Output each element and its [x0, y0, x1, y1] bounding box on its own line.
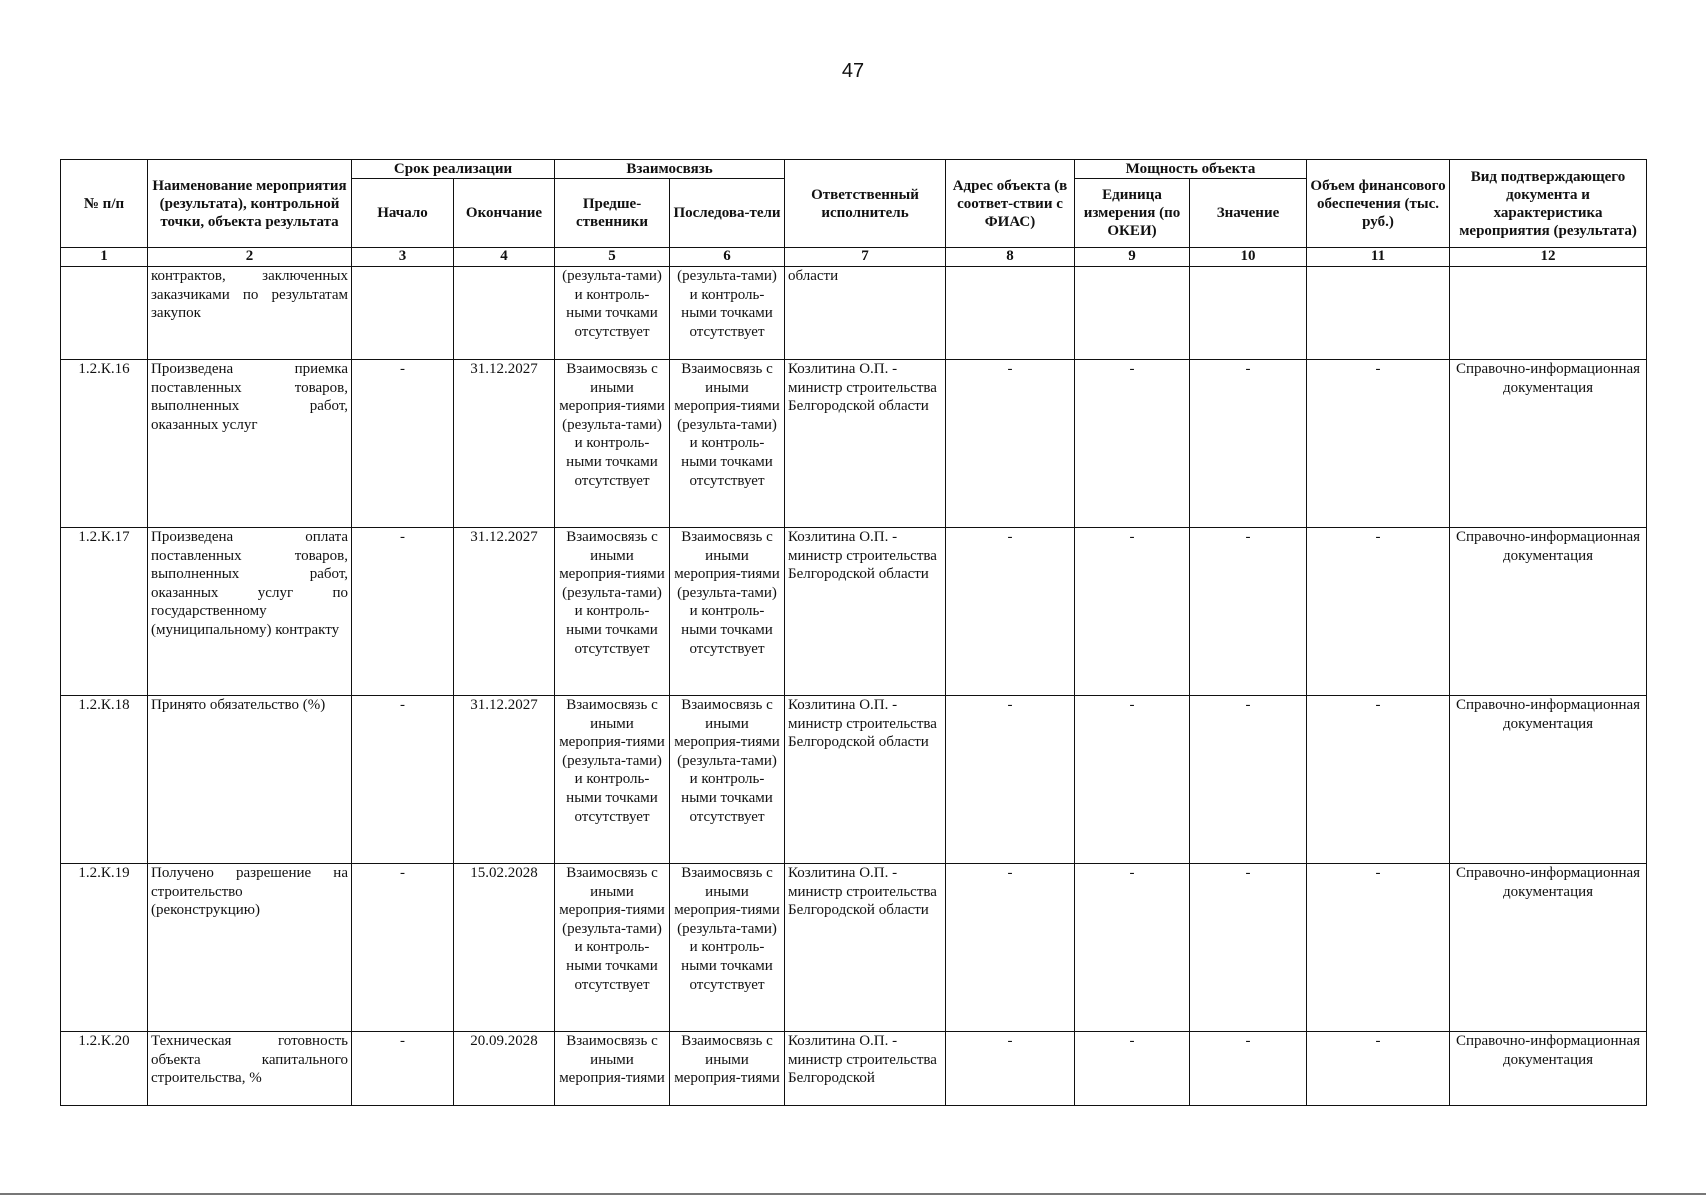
cell-unit: -: [1075, 864, 1190, 1032]
header-link-group: Взаимосвязь: [555, 160, 785, 179]
cell-name: Получено разрешение на строительство (реконструкцию): [148, 864, 352, 1032]
cell-value: -: [1190, 528, 1307, 696]
header-term-start: Начало: [352, 179, 454, 248]
column-number: 4: [454, 248, 555, 267]
cell-address: -: [946, 864, 1075, 1032]
cell-doc: Справочно-информационная документация: [1450, 528, 1647, 696]
cell-doc: Справочно-информационная документация: [1450, 360, 1647, 528]
cell-predecessors: Взаимосвязь с иными мероприя-тиями (результа-тами) и контроль-ными точками отсутствует: [555, 696, 670, 864]
cell-unit: -: [1075, 696, 1190, 864]
cell-finance: -: [1307, 528, 1450, 696]
cell-start: -: [352, 360, 454, 528]
events-table: [60, 159, 1647, 1106]
column-number: 11: [1307, 248, 1450, 267]
header-address: Адрес объекта (в соответ-ствии с ФИАС): [946, 160, 1075, 248]
header-doc: Вид подтверждающего документа и характеристика мероприятия (результата): [1450, 160, 1647, 248]
cell-end: 31.12.2027: [454, 528, 555, 696]
cell-doc: [1450, 267, 1647, 360]
cell-num: [61, 267, 148, 360]
header-capacity-value: Значение: [1190, 179, 1307, 248]
cell-name: Произведена приемка поставленных товаров, выполненных работ, оказанных услуг: [148, 360, 352, 528]
cell-doc: Справочно-информационная документация: [1450, 696, 1647, 864]
cell-start: -: [352, 1032, 454, 1106]
cell-successors: Взаимосвязь с иными мероприя-тиями (результа-тами) и контроль-ными точками отсутствует: [670, 864, 785, 1032]
column-number: 5: [555, 248, 670, 267]
table-row: [61, 696, 1647, 864]
cell-predecessors: Взаимосвязь с иными мероприя-тиями (результа-тами) и контроль-ными точками отсутствует: [555, 528, 670, 696]
column-number: 3: [352, 248, 454, 267]
column-number: 9: [1075, 248, 1190, 267]
header-finance: Объем финансового обеспечения (тыс. руб.): [1307, 160, 1450, 248]
cell-address: [946, 267, 1075, 360]
cell-doc: Справочно-информационная документация: [1450, 864, 1647, 1032]
cell-value: -: [1190, 360, 1307, 528]
table-row: [61, 1032, 1647, 1106]
cell-successors: Взаимосвязь с иными мероприя-тиями: [670, 1032, 785, 1106]
column-number: 10: [1190, 248, 1307, 267]
header-term-group: Срок реализации: [352, 160, 555, 179]
cell-responsible: Козлитина О.П. - министр строительства Белгородской области: [785, 696, 946, 864]
cell-responsible: Козлитина О.П. - министр строительства Белгородской области: [785, 864, 946, 1032]
cell-name: Произведена оплата поставленных товаров, выполненных работ, оказанных услуг по государственному (муниципальному) контракту: [148, 528, 352, 696]
cell-finance: -: [1307, 360, 1450, 528]
cell-num: 1.2.К.18: [61, 696, 148, 864]
cell-address: -: [946, 528, 1075, 696]
header-name: Наименование мероприятия (результата), контрольной точки, объекта результата: [148, 160, 352, 248]
header-num: № п/п: [61, 160, 148, 248]
cell-responsible: Козлитина О.П. - министр строительства Белгородской области: [785, 528, 946, 696]
cell-doc: Справочно-информационная документация: [1450, 1032, 1647, 1106]
cell-start: -: [352, 696, 454, 864]
header-link-pred: Предше-ственники: [555, 179, 670, 248]
cell-value: [1190, 267, 1307, 360]
cell-start: -: [352, 864, 454, 1032]
cell-value: -: [1190, 864, 1307, 1032]
header-capacity-group: Мощность объекта: [1075, 160, 1307, 179]
cell-unit: [1075, 267, 1190, 360]
header-responsible: Ответственный исполнитель: [785, 160, 946, 248]
cell-name: контрактов, заключенных заказчиками по результатам закупок: [148, 267, 352, 360]
table-row-continuation: [61, 267, 1647, 360]
cell-end: 15.02.2028: [454, 864, 555, 1032]
cell-unit: -: [1075, 1032, 1190, 1106]
cell-name: Принято обязательство (%): [148, 696, 352, 864]
cell-end: 31.12.2027: [454, 696, 555, 864]
cell-finance: -: [1307, 696, 1450, 864]
cell-successors: Взаимосвязь с иными мероприя-тиями (результа-тами) и контроль-ными точками отсутствует: [670, 360, 785, 528]
column-number: 6: [670, 248, 785, 267]
cell-successors: Взаимосвязь с иными мероприя-тиями (результа-тами) и контроль-ными точками отсутствует: [670, 696, 785, 864]
cell-end: 31.12.2027: [454, 360, 555, 528]
cell-start: -: [352, 528, 454, 696]
cell-predecessors: Взаимосвязь с иными мероприя-тиями: [555, 1032, 670, 1106]
page-number: 47: [841, 60, 865, 82]
cell-unit: -: [1075, 528, 1190, 696]
cell-name: Техническая готовность объекта капитального строительства, %: [148, 1032, 352, 1106]
cell-finance: -: [1307, 864, 1450, 1032]
cell-value: -: [1190, 1032, 1307, 1106]
cell-predecessors: Взаимосвязь с иными мероприя-тиями (результа-тами) и контроль-ными точками отсутствует: [555, 360, 670, 528]
cell-start: [352, 267, 454, 360]
cell-unit: -: [1075, 360, 1190, 528]
cell-address: -: [946, 360, 1075, 528]
column-number: 7: [785, 248, 946, 267]
column-number: 1: [61, 248, 148, 267]
cell-responsible: Козлитина О.П. - министр строительства Белгородской области: [785, 360, 946, 528]
cell-num: 1.2.К.19: [61, 864, 148, 1032]
cell-address: -: [946, 1032, 1075, 1106]
cell-responsible: области: [785, 267, 946, 360]
cell-responsible: Козлитина О.П. - министр строительства Белгородской: [785, 1032, 946, 1106]
cell-predecessors: Взаимосвязь с иными мероприя-тиями (результа-тами) и контроль-ными точками отсутствует: [555, 864, 670, 1032]
cell-num: 1.2.К.17: [61, 528, 148, 696]
column-number: 2: [148, 248, 352, 267]
scan-edge-line: [0, 1193, 1706, 1195]
column-number: 8: [946, 248, 1075, 267]
cell-successors: Взаимосвязь с иными мероприя-тиями (результа-тами) и контроль-ными точками отсутствует: [670, 528, 785, 696]
cell-num: 1.2.К.20: [61, 1032, 148, 1106]
table-row: [61, 360, 1647, 528]
cell-finance: [1307, 267, 1450, 360]
cell-predecessors: (результа-тами) и контроль-ными точками отсутствует: [555, 267, 670, 360]
cell-finance: -: [1307, 1032, 1450, 1106]
cell-num: 1.2.К.16: [61, 360, 148, 528]
table-row: [61, 528, 1647, 696]
header-term-end: Окончание: [454, 179, 555, 248]
header-capacity-unit: Единица измерения (по ОКЕИ): [1075, 179, 1190, 248]
cell-value: -: [1190, 696, 1307, 864]
cell-end: [454, 267, 555, 360]
header-link-succ: Последова-тели: [670, 179, 785, 248]
column-number: 12: [1450, 248, 1647, 267]
cell-successors: (результа-тами) и контроль-ными точками отсутствует: [670, 267, 785, 360]
cell-end: 20.09.2028: [454, 1032, 555, 1106]
cell-address: -: [946, 696, 1075, 864]
table-row: [61, 864, 1647, 1032]
